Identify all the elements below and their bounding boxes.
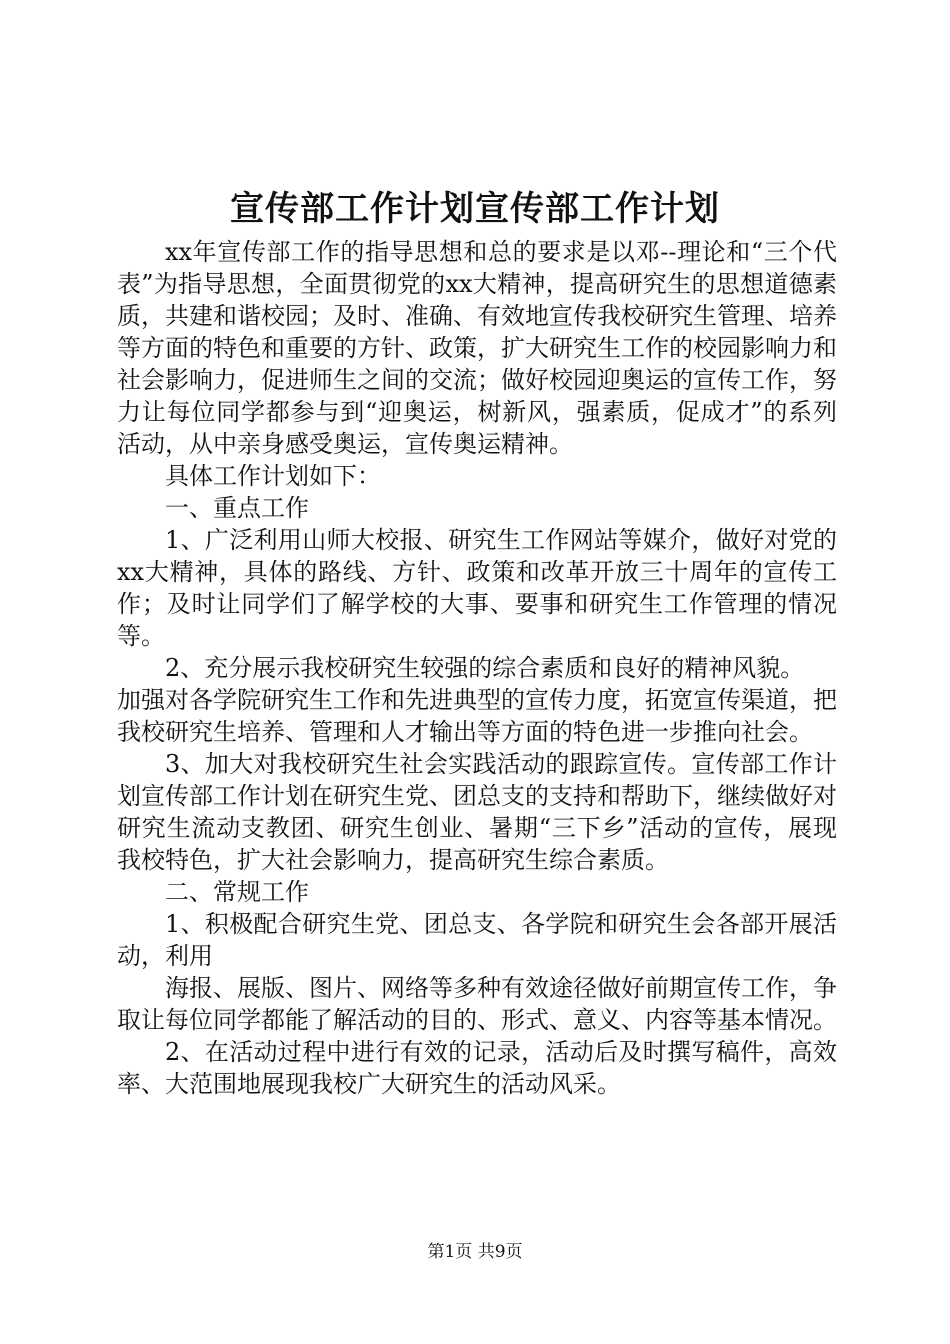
paragraph-routine-item-2: 2、在活动过程中进行有效的记录，活动后及时撰写稿件，高效率、大范围地展现我校广大研究生的活动风采。 [117,1038,837,1098]
paragraph-intro: xx年宣传部工作的指导思想和总的要求是以邓--理论和“三个代表”为指导思想，全面贯彻党的xx大精神，提高研究生的思想道德素质，共建和谐校园；及时、准确、有效地宣传我校研究生管理、培养等方面的特色和重要的方针、政策，扩大研究生工作的校园影响力和社会影响力，促进师生之间的交流；做好校园迎奥运的宣传工作，努力让每位同学都参与到“迎奥运，树新风，强素质，促成才”的系列活动，从中亲身感受奥运，宣传奥运精神。 [117,238,837,458]
section-heading-routine-work: 二、常规工作 [165,878,309,906]
page-number-footer: 第1页 共9页 [427,1242,523,1262]
paragraph-routine-item-1-cont: 海报、展版、图片、网络等多种有效途径做好前期宣传工作，争取让每位同学都能了解活动的目的、形式、意义、内容等基本情况。 [117,974,837,1034]
document-title: 宣传部工作计划宣传部工作计划 [230,189,720,229]
paragraph-key-item-1: 1、广泛利用山师大校报、研究生工作网站等媒介，做好对党的xx大精神，具体的路线、方针、政策和改革开放三十周年的宣传工作；及时让同学们了解学校的大事、要事和研究生工作管理的情况等。 [117,526,837,650]
paragraph-key-item-2-cont: 加强对各学院研究生工作和先进典型的宣传力度，拓宽宣传渠道，把我校研究生培养、管理和人才输出等方面的特色进一步推向社会。 [117,686,837,746]
paragraph-plan-intro: 具体工作计划如下： [165,462,381,490]
section-heading-key-work: 一、重点工作 [165,494,309,522]
paragraph-routine-item-1: 1、积极配合研究生党、团总支、各学院和研究生会各部开展活动，利用 [117,910,837,970]
paragraph-key-item-3: 3、加大对我校研究生社会实践活动的跟踪宣传。宣传部工作计划宣传部工作计划在研究生党、团总支的支持和帮助下，继续做好对研究生流动支教团、研究生创业、暑期“三下乡”活动的宣传，展现我校特色，扩大社会影响力，提高研究生综合素质。 [117,750,837,874]
paragraph-key-item-2: 2、充分展示我校研究生较强的综合素质和良好的精神风貌。 [165,654,805,682]
document-body [117,236,837,1100]
